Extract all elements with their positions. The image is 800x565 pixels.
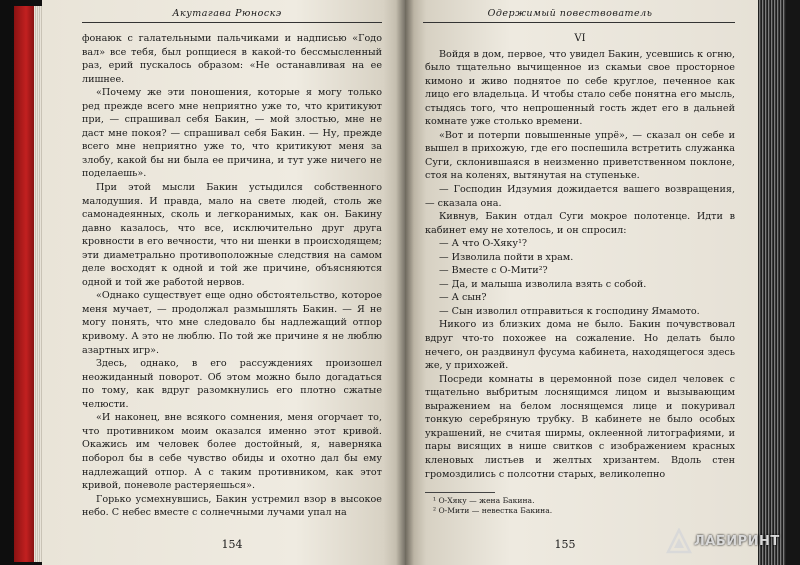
paragraph: — Вместе с О-Мити²? [439,265,548,277]
right-running-head: Одержимый повествователь [487,8,653,19]
paragraph: «И наконец, вне всякого сомнения, меня огорчает то, что противником моим оказался именно этот кривой. Окажись им человек более достойный, я, наверняка поборол бы в себе чувство обиды и охотно дал бы ему надлежащий отпор. А с таким противником, как этот кривой, поневоле растеряешься». [82,412,382,492]
paragraph: — Сын изволил отправиться к господину Ямамото. [439,305,700,317]
book-gutter-shadow [396,0,414,565]
left-header-rule [82,22,382,23]
footnote: ² О-Мити — невестка Бакина. [433,506,553,515]
paragraph: Кивнув, Бакин отдал Суги мокрое полотенце. Идти в кабинет ему не хотелось, и он спросил: [425,211,735,236]
watermark-logo [666,522,786,560]
labirint-logo-icon [666,528,692,554]
paragraph: Горько усмехнувшись, Бакин устремил взор в высокое небо. С небес вместе с солнечными лучами упал на [82,493,382,519]
paragraph: Здесь, однако, в его рассуждениях произошел неожиданный поворот. Об этом можно было догадаться по тому, как вдруг разомкнулись его плотно сжатые челюсти. [82,358,382,410]
paragraph: «Вот и потерпи повышенные упрё», — сказал он себе и вышел в прихожую, где его поспешила встретить служанка Суги, склонившаяся в неизменно приветственном поклоне, стоя на коленях, вытянутая на ступеньке. [425,129,735,182]
paragraph: — А сын? [439,292,487,304]
paragraph: Войдя в дом, первое, что увидел Бакин, усевшись к огню, было тщательно вычищенное из скамьи свое просторное кимоно и живо поднятое по себе круглое, печенное как лицо его владельца. И чтобы стало себе понятна его мысль, стыдясь того, что непрошенный гость ждет его в дальней комнате уже столько времени. [425,48,735,128]
right-page-edges [758,0,786,565]
footnote-rule [425,492,495,493]
paragraph: — А что О-Хяку¹? [439,238,528,250]
paragraph: — Да, и малыша изволила взять с собой. [439,278,647,290]
footnote: ¹ О-Хяку — жена Бакина. [433,496,535,505]
left-page [42,0,405,565]
right-header-rule [423,22,735,23]
right-page [405,0,758,565]
paragraph: «Почему же эти поношения, которые я могу только ред прежде всего мне неприятно уже то, что критикуют при, — спрашивал себя Бакин, — мой злостью, мне не даст мне покоя? — спрашивал себя Бакин. — Ну, прежде всего мне неприятно уже то, что критикуют меня за злобу, какой бы ни была ее причина, и тут уже ничего не поделаешь». [82,87,382,180]
right-body-text [425,32,735,481]
watermark-text: ЛАБИРИНТ [694,533,780,549]
left-body-text [82,32,382,520]
chapter-number: VI [574,33,586,44]
paragraph: Посреди комнаты в церемонной позе сидел человек с тщательно выбритым лоснящимся лицом и вызывающим выражением на белом лоснящемся лице и покуривал тонкую серебряную трубку. В кабинете не было особых украшений, не считая ширмы, оклеенной литографиями, и пары висящих в нише свитков с изображением красных кленовых листьев и желтых хризантем. Вдоль стен громоздились с полсотни старых, великолепно [425,373,735,480]
left-page-edges [34,6,42,562]
book-cover-edge [14,6,36,562]
paragraph: фонаюк с галательными пальчиками и надписью «Годо вал» все тебя, был ропщиеся в какой-то бессмысленный раз, ерий пускалось образом: «Не останавливая на ее лишнее. [82,33,382,85]
left-running-head: Акутагава Рюноскэ [172,8,282,19]
left-page-number: 154 [221,538,243,551]
paragraph: «Однако существует еще одно обстоятельство, которое меня мучает, — продолжал размышлять Бакин. — Я не могу понять, что мне следовало бы надлежащий отпор кривому. А это не люблю. По той же причине я не люблю азартных игр». [82,290,382,356]
paragraph: Никого из близких дома не было. Бакин почувствовал вдруг что-то похожее на сожаление. Но делать было нечего, он раздвинул фусума кабинета, находящегося здесь же, у прихожей. [425,319,735,372]
footnotes [425,496,725,516]
paragraph: При этой мысли Бакин устыдился собственного малодушия. И правда, мало на свете людей, столь же самонадеянных, сколь и легкоранимых, как он. Бакину давно казалось, что все, исключительно друг друга кровности в его вечности, что ни шенки в происходящем; эти диаметрально противоположные следствия на самом деле восходят к одной и той же причине, объясняются одной и той же работой нервов. [82,182,382,288]
right-page-number: 155 [554,538,576,551]
paragraph: — Изволила пойти в храм. [439,251,574,263]
paragraph: — Господин Идзумия дожидается вашего возвращения, — сказала она. [425,184,735,209]
